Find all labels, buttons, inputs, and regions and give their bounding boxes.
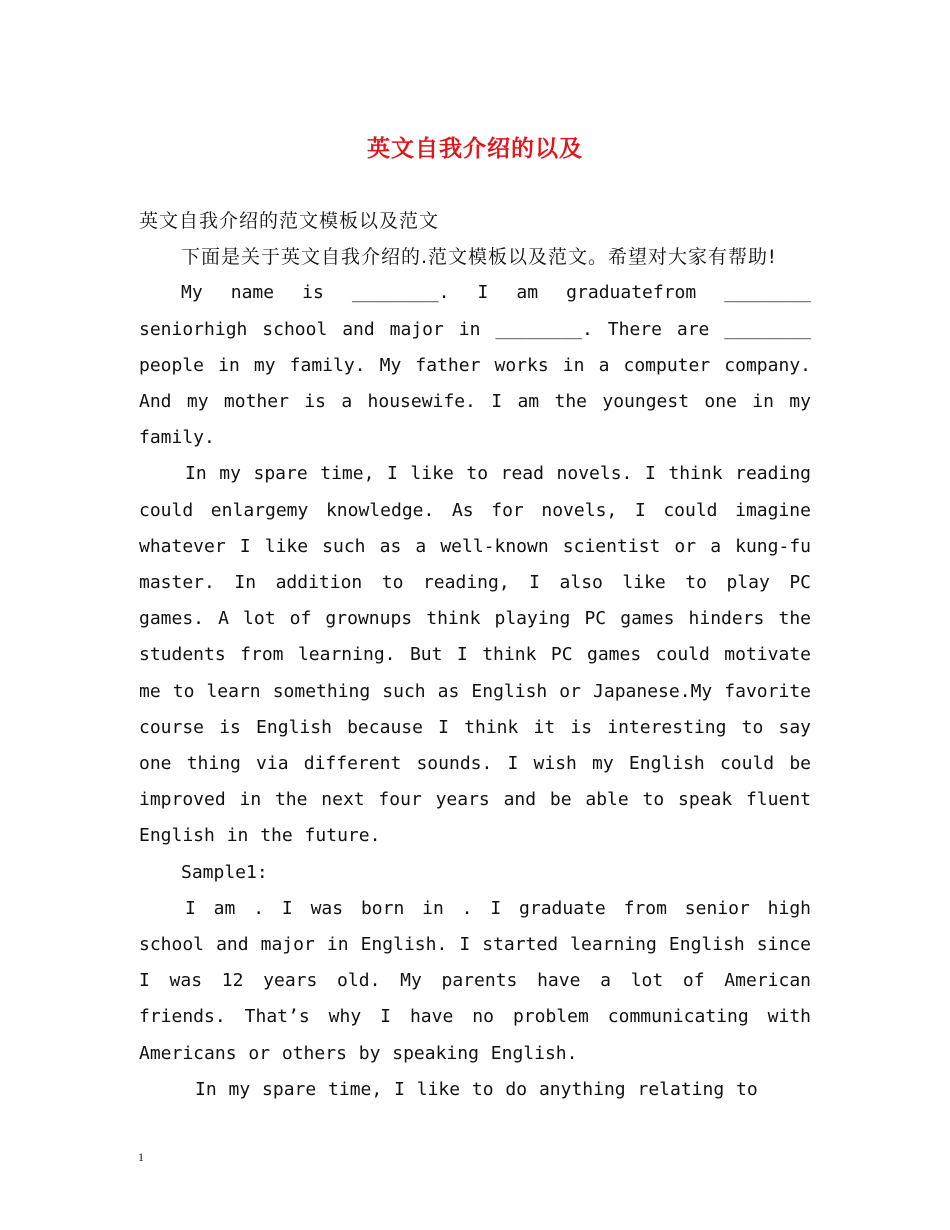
subtitle-line: 英文自我介绍的范文模板以及范文: [139, 210, 440, 232]
intro-paragraph: 下面是关于英文自我介绍的.范文模板以及范文。希望对大家有帮助!: [181, 246, 777, 269]
sample-heading: Sample1:: [181, 861, 268, 883]
paragraph-family: My name is ________. I am graduatefrom ________ seniorhigh school and major in ________. There are ________ people in my family. My father works in a computer company. And my mother is a housewife. I am the youngest one in my family.: [139, 282, 811, 449]
paragraph-hobbies: In my spare time, I like to read novels. I think reading could enlargemy knowledge. As for novels, I could imagine whatever I like such as a well-known scientist or a kung-fu master. In addition to reading, I also like to play PC games. A lot of grownups think playing PC games hinders the students from learning. But I think PC games could motivate me to learn something such as English or Japanese.My favorite course is English because I think it is interesting to say one thing via different sounds. I wish my English could be improved in the next four years and be able to speak fluent English in the future.: [139, 463, 811, 847]
paragraph-sample1: I am . I was born in . I graduate from senior high school and major in English. I started learning English since I was 12 years old. My parents have a lot of American friends. That’s why I have no problem communicating with Americans or others by speaking English.: [139, 897, 811, 1064]
paragraph-spare-time: In my spare time, I like to do anything relating to: [195, 1078, 758, 1100]
page-number: 1: [138, 1150, 144, 1164]
document-body: [139, 203, 811, 1108]
document-title: 英文自我介绍的以及: [367, 135, 583, 162]
